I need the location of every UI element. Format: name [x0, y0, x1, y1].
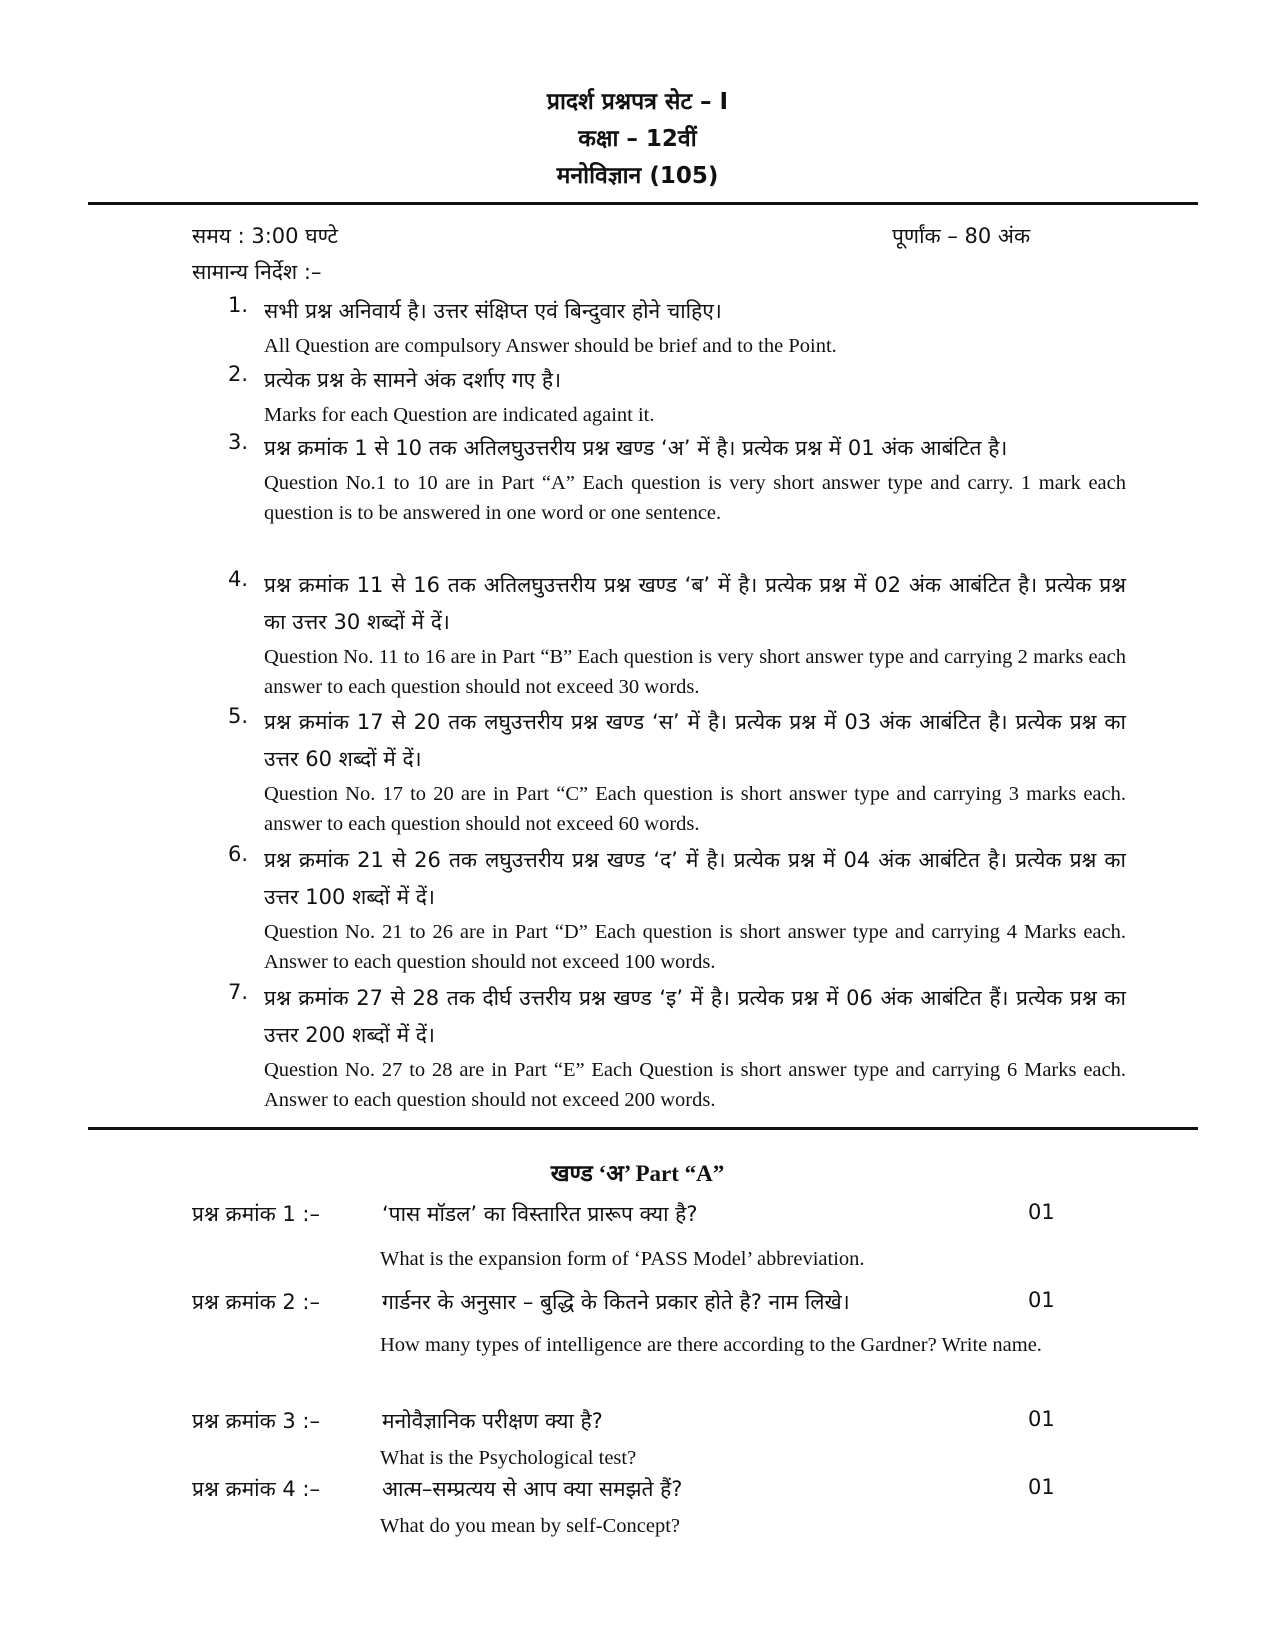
- instruction-english: All Question are compulsory Answer should be brief and to the Point.: [264, 335, 837, 357]
- instruction-number: 3.: [228, 430, 249, 454]
- instruction-english: Question No. 17 to 20 are in Part “C” Each question is short answer type and carrying 3 marks each. answer to each question should not exceed 60 words.: [264, 783, 1126, 835]
- question-english: What do you mean by self-Concept?: [380, 1515, 681, 1537]
- instruction-number: 1.: [228, 293, 249, 317]
- instruction-hindi: प्रश्न क्रमांक 1 से 10 तक अतिलघुउत्तरीय प्रश्न खण्ड ‘अ’ में है। प्रत्येक प्रश्न में 01 अंक आबंटित है।: [264, 436, 1008, 460]
- part-a-title: खण्ड ‘अ’ Part “A”: [550, 1161, 725, 1186]
- instruction-english: Marks for each Question are indicated againt it.: [264, 404, 655, 426]
- instruction-hindi: सभी प्रश्न अनिवार्य है। उत्तर संक्षिप्त एवं बिन्दुवार होने चाहिए।: [264, 299, 722, 323]
- question-marks: 01: [1028, 1200, 1055, 1224]
- instruction-item: [228, 430, 1126, 528]
- bottom-divider: [88, 1127, 1198, 1130]
- instruction-number: 5.: [228, 704, 249, 728]
- subject-label: मनोविज्ञान (105): [556, 163, 719, 189]
- instruction-english: Question No. 11 to 16 are in Part “B” Each question is very short answer type and carrying 2 marks each answer to each question should not exceed 30 words.: [264, 646, 1126, 698]
- question-marks: 01: [1028, 1475, 1055, 1499]
- instruction-hindi: प्रश्न क्रमांक 21 से 26 तक लघुउत्तरीय प्रश्न खण्ड ‘द’ में है। प्रत्येक प्रश्न में 04 अंक आबंटित है। प्रत्येक प्रश्न का उत्तर 100 शब्दों में दें।: [264, 848, 1126, 909]
- instruction-item: [228, 567, 1126, 702]
- instruction-item: [228, 980, 1126, 1115]
- class-label: कक्षा – 12वीं: [578, 126, 697, 152]
- general-instructions-label: सामान्य निर्देश :–: [192, 260, 322, 284]
- instruction-english: Question No. 27 to 28 are in Part “E” Each Question is short answer type and carrying 6 Marks each. Answer to each question should not exceed 200 words.: [264, 1059, 1126, 1111]
- question-english: What is the expansion form of ‘PASS Model’ abbreviation.: [380, 1248, 865, 1270]
- max-marks: पूर्णांक – 80 अंक: [892, 224, 1031, 248]
- question-hindi: गार्डनर के अनुसार – बुद्धि के कितने प्रकार होते है? नाम लिखे।: [382, 1290, 850, 1314]
- instruction-hindi: प्रश्न क्रमांक 17 से 20 तक लघुउत्तरीय प्रश्न खण्ड ‘स’ में है। प्रत्येक प्रश्न में 03 अंक आबंटित है। प्रत्येक प्रश्न का उत्तर 60 शब्दों में दें।: [264, 710, 1126, 771]
- instruction-english: Question No.1 to 10 are in Part “A” Each question is very short answer type and carry. 1 mark each question is to be answered in one word or one sentence.: [264, 472, 1126, 524]
- question-hindi: आत्म–सम्प्रत्यय से आप क्या समझते हैं?: [382, 1477, 683, 1501]
- instruction-number: 4.: [228, 567, 249, 591]
- question-label: प्रश्न क्रमांक 4 :–: [192, 1477, 321, 1501]
- question-label: प्रश्न क्रमांक 3 :–: [192, 1409, 321, 1433]
- question-marks: 01: [1028, 1288, 1055, 1312]
- top-divider: [88, 202, 1198, 205]
- instruction-number: 6.: [228, 842, 249, 866]
- instruction-number: 7.: [228, 980, 249, 1004]
- time-allowed: समय : 3:00 घण्टे: [192, 224, 338, 248]
- instruction-hindi: प्रश्न क्रमांक 11 से 16 तक अतिलघुउत्तरीय प्रश्न खण्ड ‘ब’ में है। प्रत्येक प्रश्न में 02 अंक आबंटित है। प्रत्येक प्रश्न का उत्तर 30 शब्दों में दें।: [264, 573, 1126, 634]
- question-marks: 01: [1028, 1407, 1055, 1431]
- question-label: प्रश्न क्रमांक 1 :–: [192, 1202, 321, 1226]
- question-english: What is the Psychological test?: [380, 1447, 637, 1469]
- instruction-english: Question No. 21 to 26 are in Part “D” Each question is short answer type and carrying 4 Marks each. Answer to each question should not exceed 100 words.: [264, 921, 1126, 973]
- instruction-hindi: प्रत्येक प्रश्न के सामने अंक दर्शाए गए है।: [264, 368, 562, 392]
- question-english: How many types of intelligence are there according to the Gardner? Write name.: [380, 1334, 1042, 1356]
- instruction-item: [228, 842, 1126, 977]
- instruction-item: [228, 362, 1126, 430]
- instruction-item: [228, 293, 1126, 361]
- paper-title: प्रादर्श प्रश्नपत्र सेट – I: [546, 89, 729, 115]
- question-label: प्रश्न क्रमांक 2 :–: [192, 1290, 321, 1314]
- question-hindi: ‘पास मॉडल’ का विस्तारित प्रारूप क्या है?: [382, 1202, 698, 1226]
- instruction-hindi: प्रश्न क्रमांक 27 से 28 तक दीर्घ उत्तरीय प्रश्न खण्ड ‘इ’ में है। प्रत्येक प्रश्न में 06 अंक आबंटित हैं। प्रत्येक प्रश्न का उत्तर 200 शब्दों में दें।: [264, 986, 1126, 1047]
- question-hindi: मनोवैज्ञानिक परीक्षण क्या है?: [382, 1409, 603, 1433]
- instruction-item: [228, 704, 1126, 839]
- instruction-number: 2.: [228, 362, 249, 386]
